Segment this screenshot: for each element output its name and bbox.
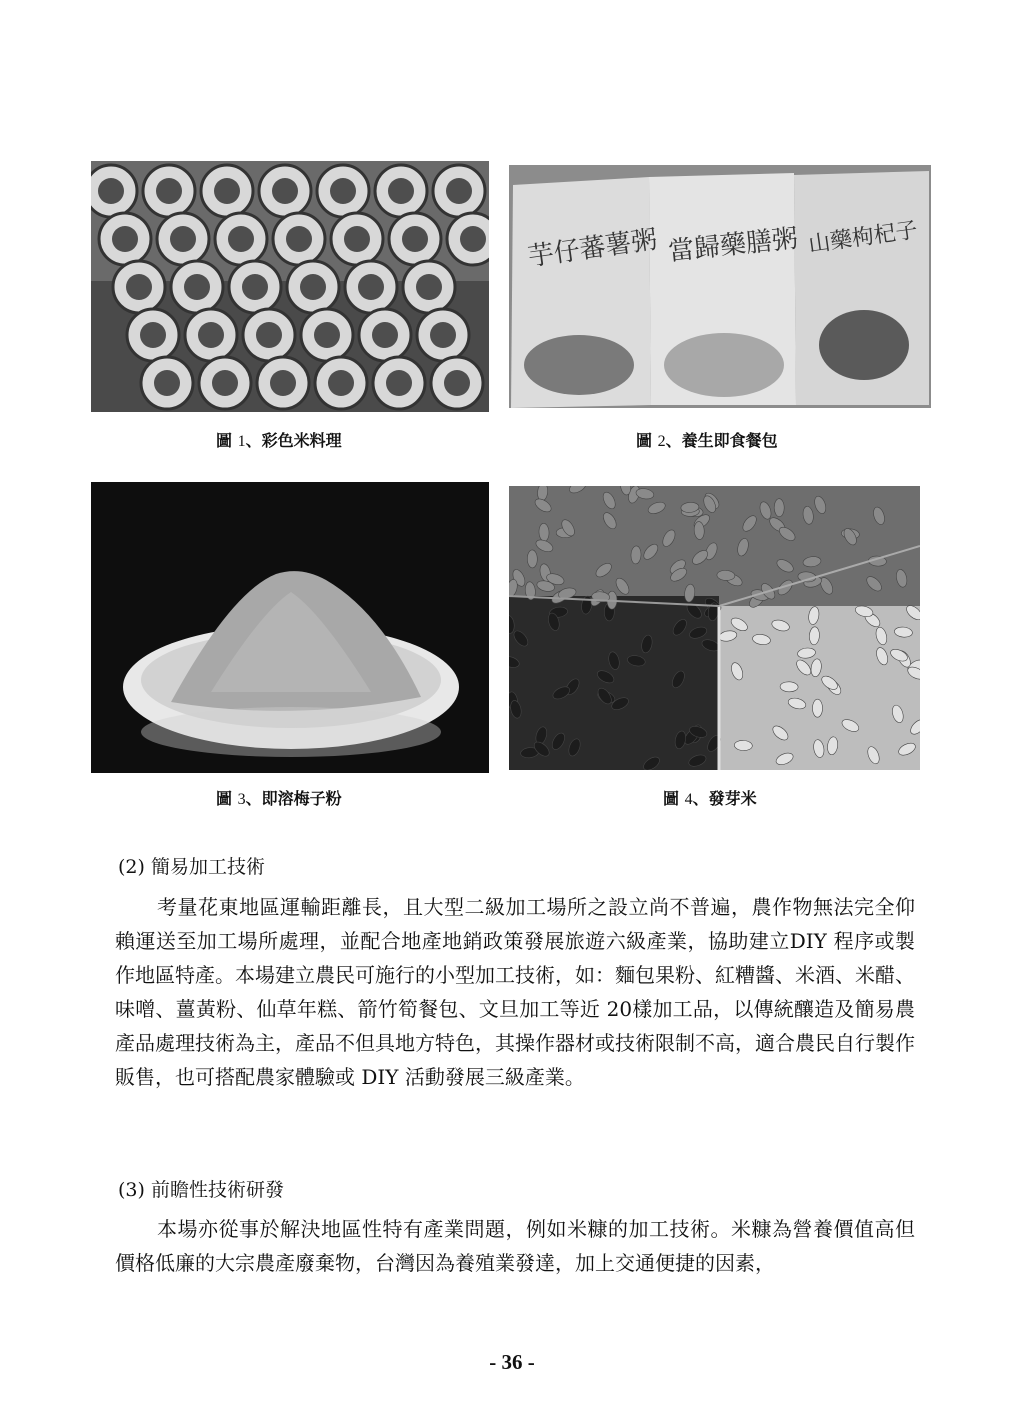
figure-4-caption: 圖 4、發芽米	[663, 789, 757, 808]
package-2-title: 當歸藥膳粥	[666, 223, 800, 268]
section-3-paragraph: 本場亦從事於解決地區性特有產業問題，例如米糠的加工技術。米糠為營養價值高但價格低廉的大宗農產廢棄物，台灣因為養殖業發達，加上交通便捷的因素，	[115, 1217, 915, 1275]
figure-2-photo	[509, 165, 931, 408]
figure-3-caption: 圖 3、即溶梅子粉	[216, 789, 342, 808]
page-number: - 36 -	[489, 1350, 535, 1374]
figure-4-photo	[509, 486, 920, 770]
package-1-title: 芋仔蕃薯粥	[526, 224, 660, 273]
figure-2-caption: 圖 2、養生即食餐包	[636, 431, 778, 450]
section-2-paragraph: 考量花東地區運輸距離長，且大型二級加工場所之設立尚不普遍，農作物無法完全仰賴運送至加工場所處理，並配合地產地銷政策發展旅遊六級產業，協助建立DIY 程序或製作地區特產。本場建立農民可施行的小型加工技術，如：麵包果粉、紅糟醬、米酒、米醋、味噌、薑黃粉、仙草年糕、箭竹筍餐包、文旦加工等近 20樣加工品，以傳統釀造及簡易農產品處理技術為主，產品不但具地方特色，其操作器材或技術限制不高，適合農民自行製作販售，也可搭配農家體驗或 DIY 活動發展三級產業。	[115, 895, 915, 1089]
section-3-heading: (3) 前瞻性技術研發	[118, 1179, 284, 1201]
section-2-heading: (2) 簡易加工技術	[118, 856, 265, 878]
figure-3-photo	[91, 482, 489, 773]
package-3-title: 山藥枸杞子	[806, 217, 920, 258]
figure-1-caption: 圖 1、彩色米料理	[216, 431, 342, 450]
figure-1-photo	[91, 161, 489, 412]
